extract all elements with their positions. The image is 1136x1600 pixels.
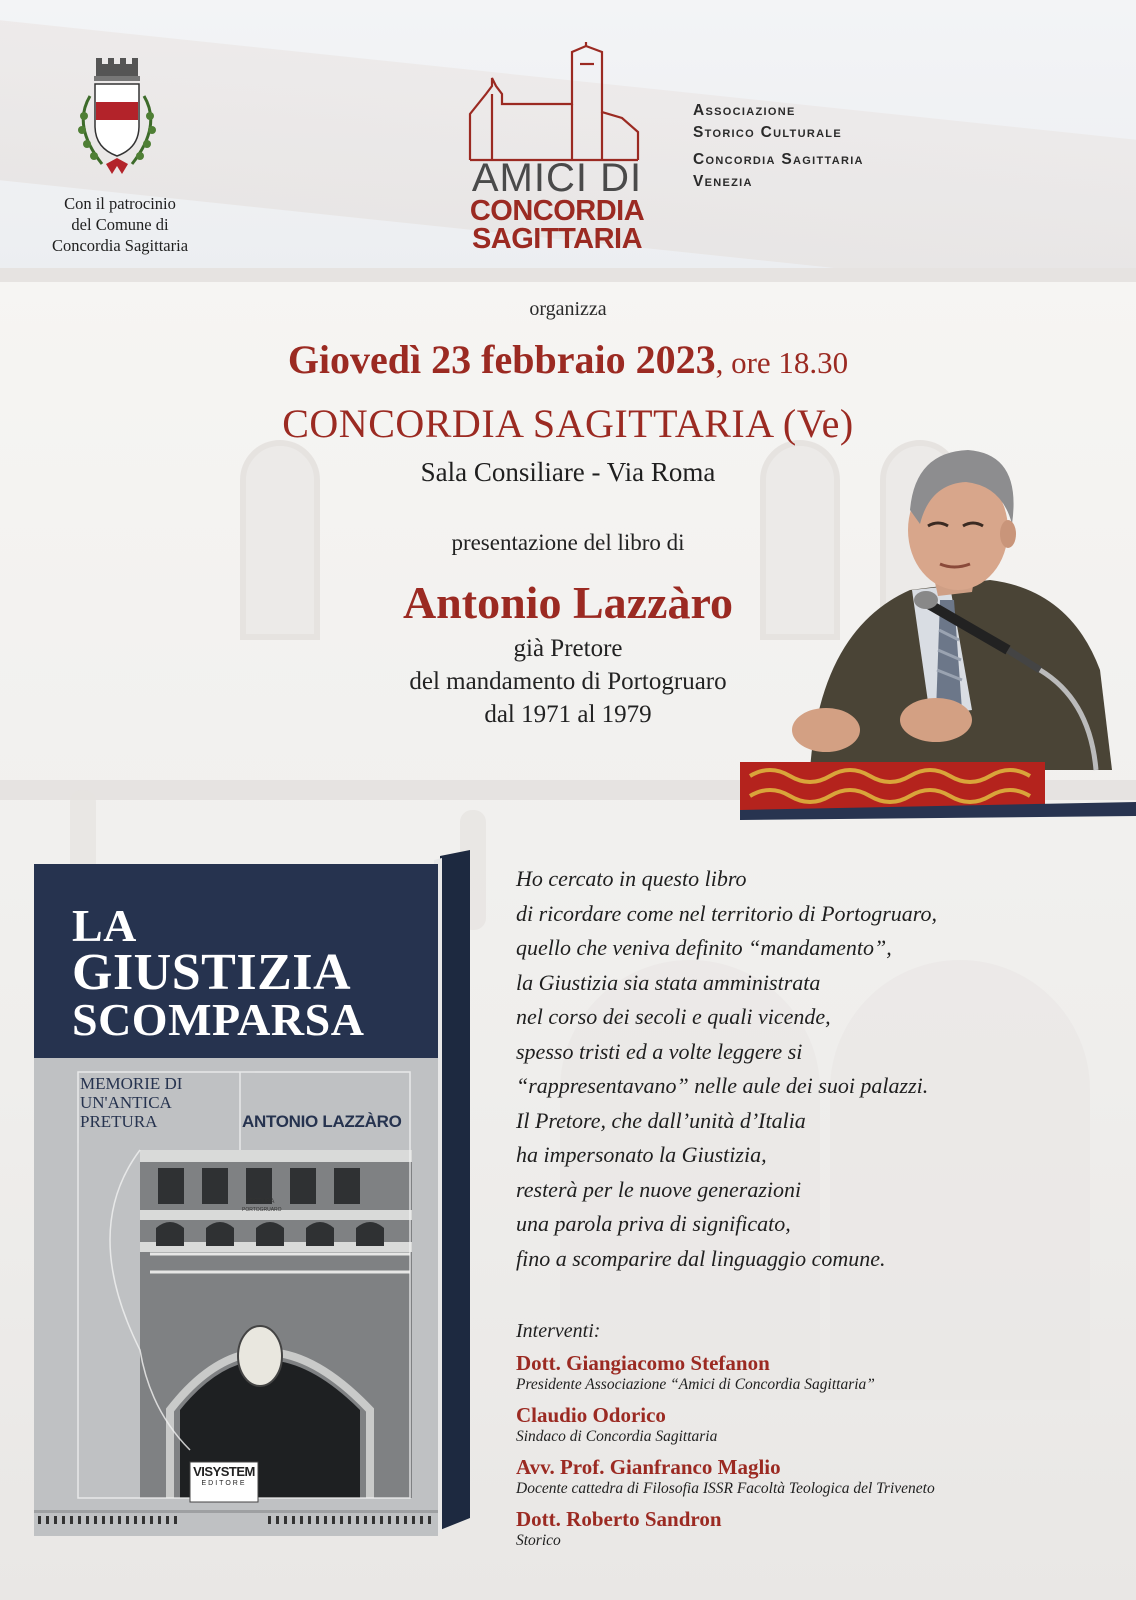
book-author: ANTONIO LAZZÀRO bbox=[242, 1112, 402, 1131]
patronage-line: del Comune di bbox=[71, 215, 169, 234]
book-title-line: GIUSTIZIA bbox=[72, 944, 352, 1001]
speakers-list bbox=[516, 1351, 1116, 1550]
association-line: Venezia bbox=[693, 173, 753, 190]
author-role-line: già Pretore bbox=[513, 635, 623, 662]
event-city: CONCORDIA SAGITTARIA (Ve) bbox=[282, 401, 854, 446]
author-role-line: dal 1971 al 1979 bbox=[484, 701, 652, 728]
book-title-line: LA bbox=[72, 900, 137, 951]
publisher-sub: EDITORE bbox=[201, 1480, 247, 1487]
event-venue: Sala Consiliare - Via Roma bbox=[420, 457, 716, 487]
book-subtitle-line: PRETURA bbox=[80, 1112, 158, 1131]
association-line: Concordia Sagittaria bbox=[693, 151, 864, 168]
book-publisher bbox=[190, 1464, 258, 1487]
coat-of-arms-icon bbox=[62, 56, 172, 186]
speaker-name: Claudio Odorico bbox=[516, 1403, 666, 1427]
event-date: Giovedì 23 febbraio 2023 bbox=[287, 337, 716, 382]
presentation-text: presentazione del libro di bbox=[451, 530, 685, 555]
book-plaque-line: PRETURA bbox=[245, 1199, 275, 1205]
interventi-heading: Interventi: bbox=[516, 1320, 601, 1342]
association-logo bbox=[462, 42, 662, 257]
book-subtitle-line: UN'ANTICA bbox=[80, 1093, 172, 1112]
quote-line: “rappresentavano” nelle aule dei suoi palazzi. bbox=[516, 1073, 929, 1098]
patronage-line: Con il patrocinio bbox=[64, 194, 176, 213]
book-plaque-line: PORTOGRUARO bbox=[242, 1207, 282, 1213]
quote-line: fino a scomparire dal linguaggio comune. bbox=[516, 1245, 886, 1271]
book-title bbox=[72, 902, 364, 1043]
speaker-desc: Presidente Associazione “Amici di Concordia Sagittaria” bbox=[516, 1376, 875, 1393]
quote-line: la Giustizia sia stata amministrata bbox=[516, 969, 821, 995]
quote-line: resterà per le nuove generazioni bbox=[516, 1176, 802, 1202]
speaker-entry bbox=[516, 1455, 1116, 1498]
speaker-desc: Storico bbox=[516, 1532, 561, 1549]
speaker-name: Avv. Prof. Gianfranco Maglio bbox=[516, 1455, 781, 1479]
book-cover bbox=[30, 850, 490, 1550]
interventi-section bbox=[516, 1320, 1116, 1559]
cathedral-outline-icon bbox=[462, 42, 652, 162]
author-name: Antonio Lazzàro bbox=[402, 577, 734, 628]
event-time: , ore 18.30 bbox=[715, 345, 849, 380]
logo-sagittaria-text: SAGITTARIA bbox=[471, 223, 643, 255]
association-line: Associazione bbox=[693, 102, 796, 119]
organizza-text: organizza bbox=[529, 298, 607, 320]
book-subtitle-line: MEMORIE DI bbox=[80, 1074, 183, 1093]
quote-line: ha impersonato la Giustizia, bbox=[516, 1142, 767, 1167]
quote-line: di ricordare come nel territorio di Portogruaro, bbox=[516, 900, 938, 926]
speaker-desc: Docente cattedra di Filosofia ISSR Facoltà Teologica del Triveneto bbox=[516, 1480, 935, 1497]
patronage-line: Concordia Sagittaria bbox=[51, 236, 189, 255]
quote-line: Ho cercato in questo libro bbox=[516, 866, 747, 891]
speaker-name: Dott. Roberto Sandron bbox=[516, 1507, 722, 1531]
speaker-entry bbox=[516, 1403, 1116, 1446]
quote-line: nel corso dei secoli e quali vicende, bbox=[516, 1004, 831, 1029]
book-title-line: SCOMPARSA bbox=[72, 994, 365, 1045]
association-name bbox=[693, 100, 973, 193]
speaker-name: Dott. Giangiacomo Stefanon bbox=[516, 1351, 770, 1375]
book-subtitle bbox=[80, 1074, 182, 1131]
publisher-name: VISYSTEM bbox=[193, 1464, 255, 1479]
quote-line: spesso tristi ed a volte leggere si bbox=[516, 1038, 803, 1064]
author-role-line: del mandamento di Portogruaro bbox=[409, 668, 727, 695]
quote-line: una parola priva di significato, bbox=[516, 1211, 791, 1236]
logo-concordia-text: CONCORDIA bbox=[469, 195, 645, 227]
quote-line: Il Pretore, che dall’unità d’Italia bbox=[516, 1107, 806, 1133]
speaker-photo bbox=[740, 440, 1136, 820]
speaker-desc: Sindaco di Concordia Sagittaria bbox=[516, 1428, 718, 1445]
association-line: Storico Culturale bbox=[693, 124, 842, 141]
event-datetime bbox=[0, 336, 1136, 383]
quote-line: quello che veniva definito “mandamento”, bbox=[516, 935, 892, 960]
speaker-entry bbox=[516, 1351, 1116, 1394]
speaker-entry bbox=[516, 1507, 1116, 1550]
logo-amici-text: AMICI DI bbox=[471, 156, 643, 200]
author-quote bbox=[516, 862, 1076, 1276]
book-plaque-text bbox=[242, 1198, 282, 1214]
patronage-text bbox=[22, 193, 218, 256]
